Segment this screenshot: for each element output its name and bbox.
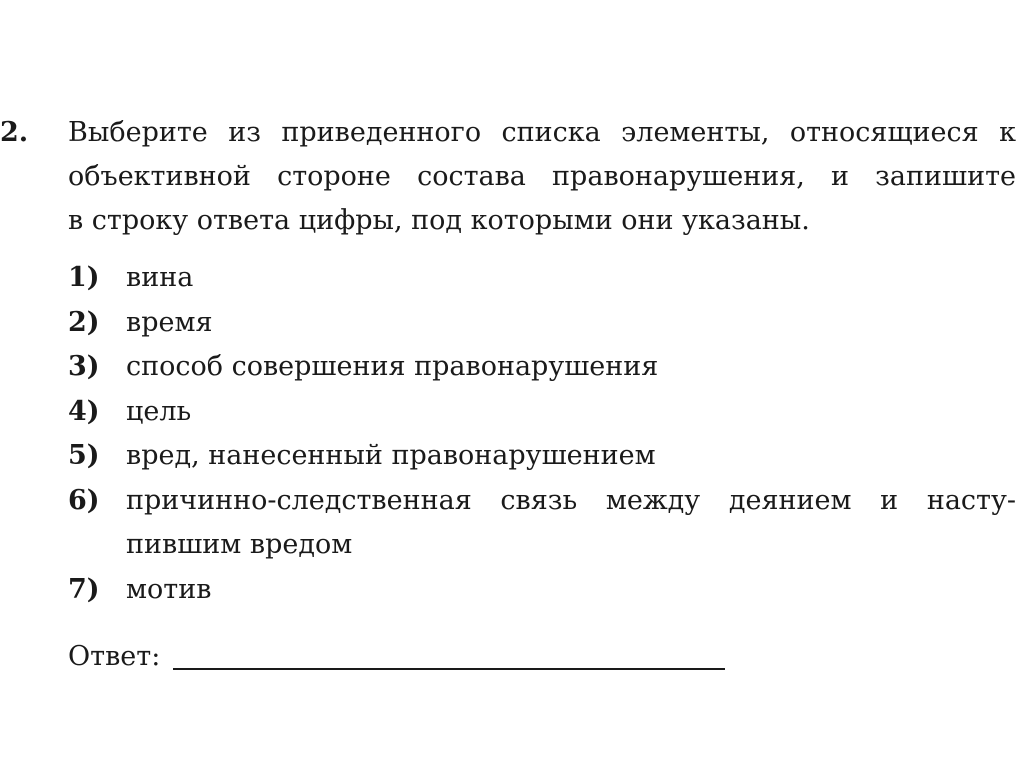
option-line: вина xyxy=(126,262,194,293)
option-item xyxy=(68,568,1016,613)
option-text xyxy=(126,390,1016,435)
options-list xyxy=(68,256,1016,612)
option-number: 6) xyxy=(68,484,100,516)
question-number: 2. xyxy=(0,117,29,148)
option-item xyxy=(68,434,1016,479)
option-number: 5) xyxy=(68,440,100,471)
option-number: 2) xyxy=(68,306,100,338)
answer-field-line xyxy=(173,668,725,670)
option-item xyxy=(68,390,1016,435)
question-prompt xyxy=(68,111,1016,243)
option-number: 1) xyxy=(68,262,100,293)
prompt-line: в строку ответа цифры, под которыми они указаны. xyxy=(68,205,810,236)
option-number: 3) xyxy=(68,351,100,382)
option-item xyxy=(68,479,1016,568)
option-line: цель xyxy=(126,395,192,427)
option-line: пившим вредом xyxy=(126,529,353,560)
option-text xyxy=(126,301,1016,346)
option-item xyxy=(68,301,1016,346)
option-text xyxy=(126,345,1016,390)
option-line: мотив xyxy=(126,573,212,605)
answer-label: Ответ: xyxy=(68,641,161,672)
option-item xyxy=(68,256,1016,301)
prompt-line: объективной стороне состава правонарушения, и запишите xyxy=(68,161,1016,192)
option-line: вред, нанесенный правонарушением xyxy=(126,440,656,471)
option-text xyxy=(126,256,1016,301)
option-line: способ совершения правонарушения xyxy=(126,351,659,382)
option-number: 7) xyxy=(68,573,100,605)
option-text xyxy=(126,568,1016,613)
option-item xyxy=(68,345,1016,390)
option-text xyxy=(126,434,1016,479)
option-number: 4) xyxy=(68,395,100,427)
option-line: причинно-следственная связь между деянием и насту- xyxy=(126,484,1016,516)
option-line: время xyxy=(126,306,213,338)
prompt-line: Выберите из приведенного списка элементы, относящиеся к xyxy=(68,117,1016,148)
option-text xyxy=(126,479,1016,568)
